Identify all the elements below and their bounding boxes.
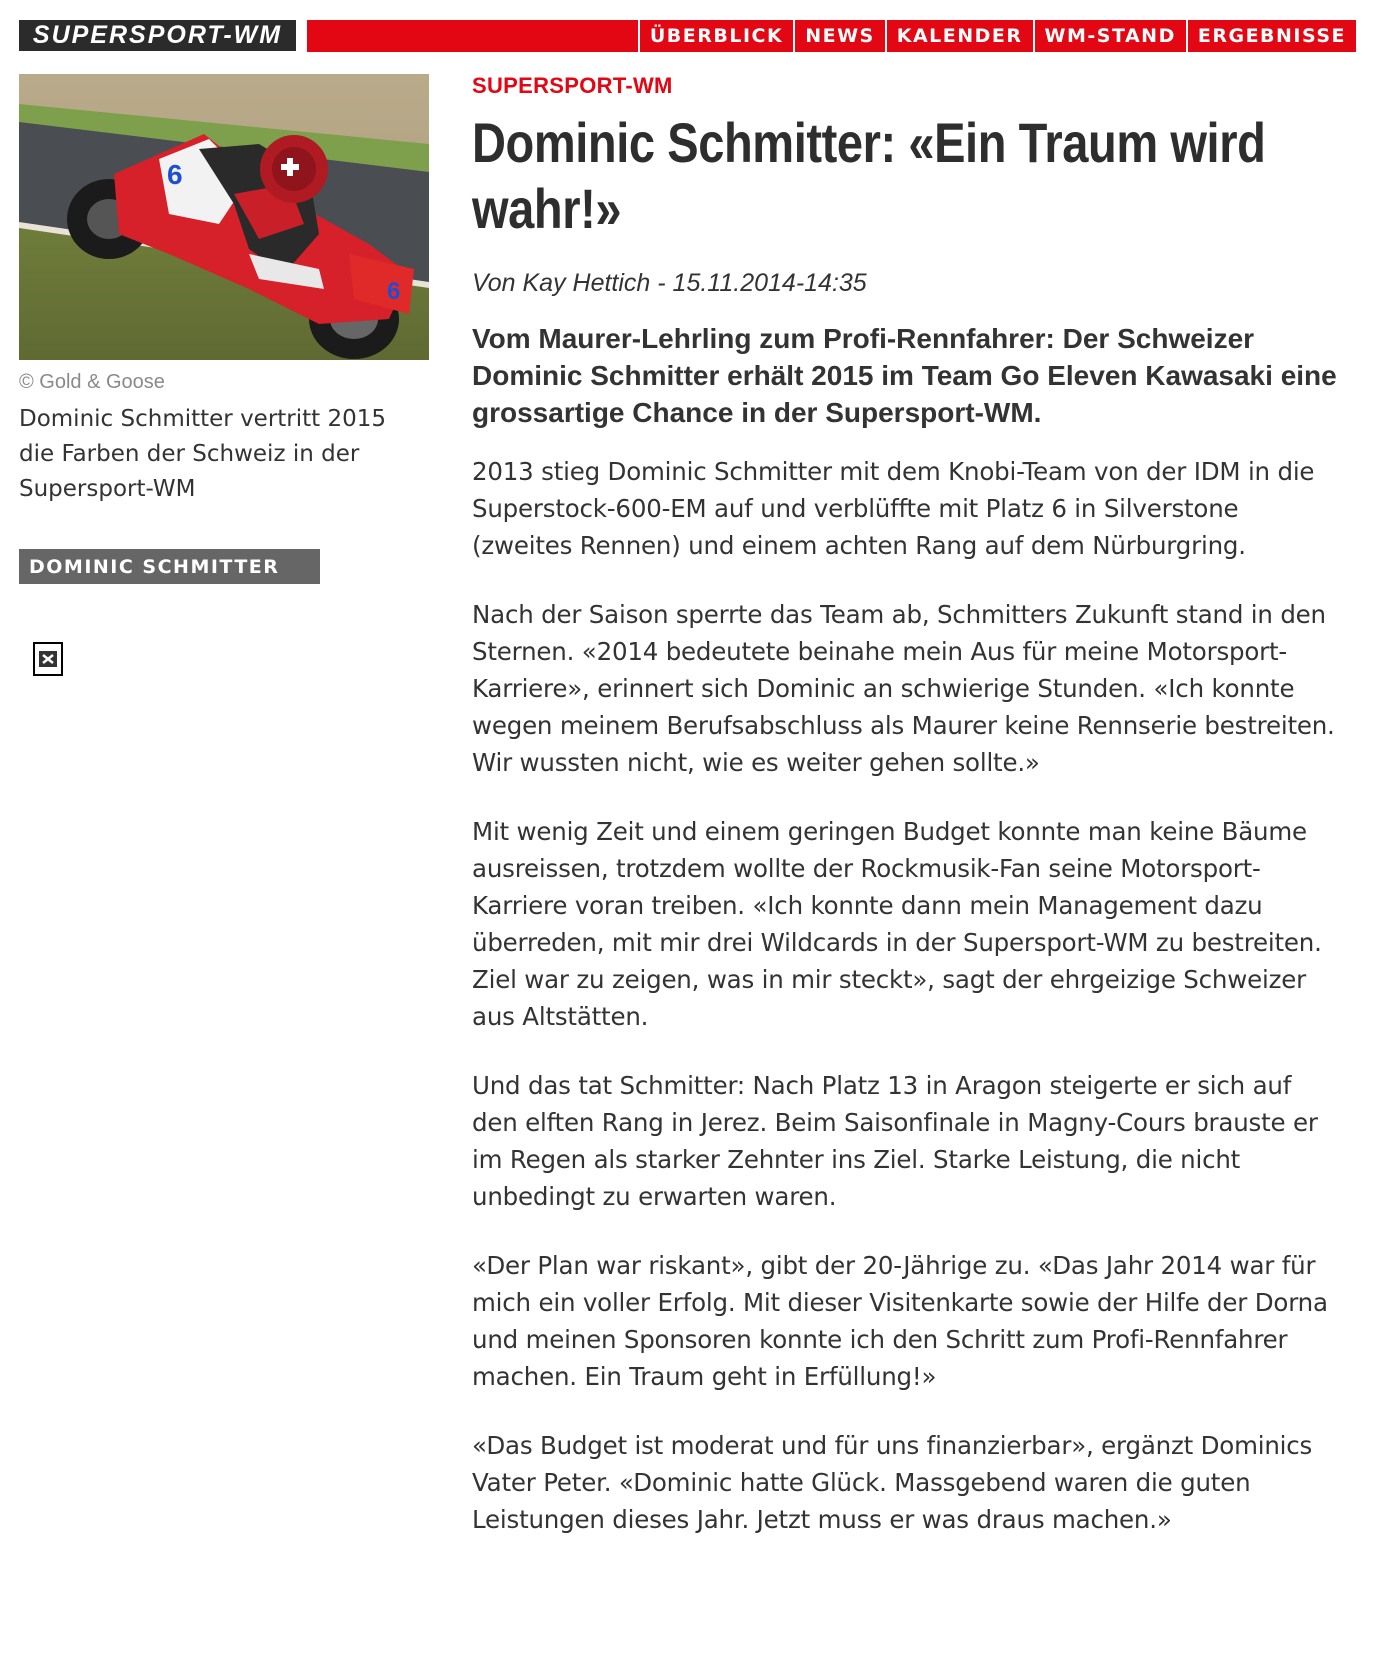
nav-item-kalender[interactable]: KALENDER (885, 20, 1033, 52)
article-paragraph: «Das Budget ist moderat und für uns finanzierbar», ergänzt Dominics Vater Peter. «Dominic hatte Glück. Massgebend waren die guten Leistungen dieses Jahr. Jetzt muss er was draus machen.» (472, 1431, 1313, 1534)
sidebar (19, 74, 429, 584)
article-paragraph: «Der Plan war riskant», gibt der 20-Jährige zu. «Das Jahr 2014 war für mich ein voller Erfolg. Mit dieser Visitenkarte sowie der Hilfe der Dorna und meinen Sponsoren konnte ich den Schritt zum Profi-Rennfahrer machen. Ein Traum geht in Erfüllung!» (472, 1251, 1328, 1391)
article-paragraph: 2013 stieg Dominic Schmitter mit dem Knobi-Team von der IDM in die Superstock-600-EM auf und verblüffte mit Platz 6 in Silverstone (zweites Rennen) und einem achten Rang auf dem Nürburgring. (472, 457, 1315, 560)
nav-item-ueberblick[interactable]: ÜBERBLICK (638, 20, 793, 52)
article (472, 72, 1342, 1538)
tag-dominic-schmitter[interactable]: DOMINIC SCHMITTER (19, 549, 320, 584)
svg-text:6: 6 (387, 278, 401, 305)
article-paragraph: Mit wenig Zeit und einem geringen Budget konnte man keine Bäume ausreissen, trotzdem wollte der Rockmusik-Fan seine Motorsport-Karriere voran treiben. «Ich konnte dann mein Management dazu überreden, mit mir drei Wildcards in der Supersport-WM zu bestreiten. Ziel war zu zeigen, was in mir steckt», sagt der ehrgeizige Schweizer aus Altstätten. (472, 817, 1322, 1031)
broken-image-icon (33, 642, 63, 676)
nav-item-wm-stand[interactable]: WM-STAND (1033, 20, 1186, 52)
article-byline: Von Kay Hettich - 15.11.2014-14:35 (472, 269, 867, 297)
nav-item-ergebnisse[interactable]: ERGEBNISSE (1186, 20, 1356, 52)
section-nav (638, 20, 1356, 52)
section-brand-label[interactable]: SUPERSPORT-WM (19, 20, 296, 51)
top-bar (0, 20, 1375, 52)
article-lead: Vom Maurer-Lehrling zum Profi-Rennfahrer: Der Schweizer Dominic Schmitter erhält 2015 im Team Go Eleven Kawasaki eine grossartige Chance in der Supersport-WM. (472, 323, 1337, 428)
article-kicker[interactable]: SUPERSPORT-WM (472, 73, 673, 98)
article-photo[interactable] (19, 74, 429, 360)
image-caption: Dominic Schmitter vertritt 2015 die Farben der Schweiz in der Supersport-WM (19, 406, 387, 502)
article-paragraph: Und das tat Schmitter: Nach Platz 13 in Aragon steigerte er sich auf den elften Rang in Jerez. Beim Saisonfinale in Magny-Cours brauste er im Regen als starker Zehnter ins Ziel. Starke Leistung, die nicht unbedingt zu erwarten waren. (472, 1071, 1318, 1211)
image-credit: © Gold & Goose (19, 371, 165, 393)
svg-text:6: 6 (167, 159, 183, 190)
nav-item-news[interactable]: NEWS (793, 20, 885, 52)
section-nav-bar (307, 20, 1356, 52)
article-headline: Dominic Schmitter: «Ein Traum wird wahr!» (472, 111, 1266, 240)
article-paragraph: Nach der Saison sperrte das Team ab, Schmitters Zukunft stand in den Sternen. «2014 bedeutete beinahe mein Aus für meine Motorsport-Karriere», erinnert sich Dominic an schwierige Stunden. «Ich konnte wegen meinem Berufsabschluss als Maurer keine Rennserie bestreiten. Wir wussten nicht, wie es weiter gehen sollte.» (472, 600, 1335, 777)
